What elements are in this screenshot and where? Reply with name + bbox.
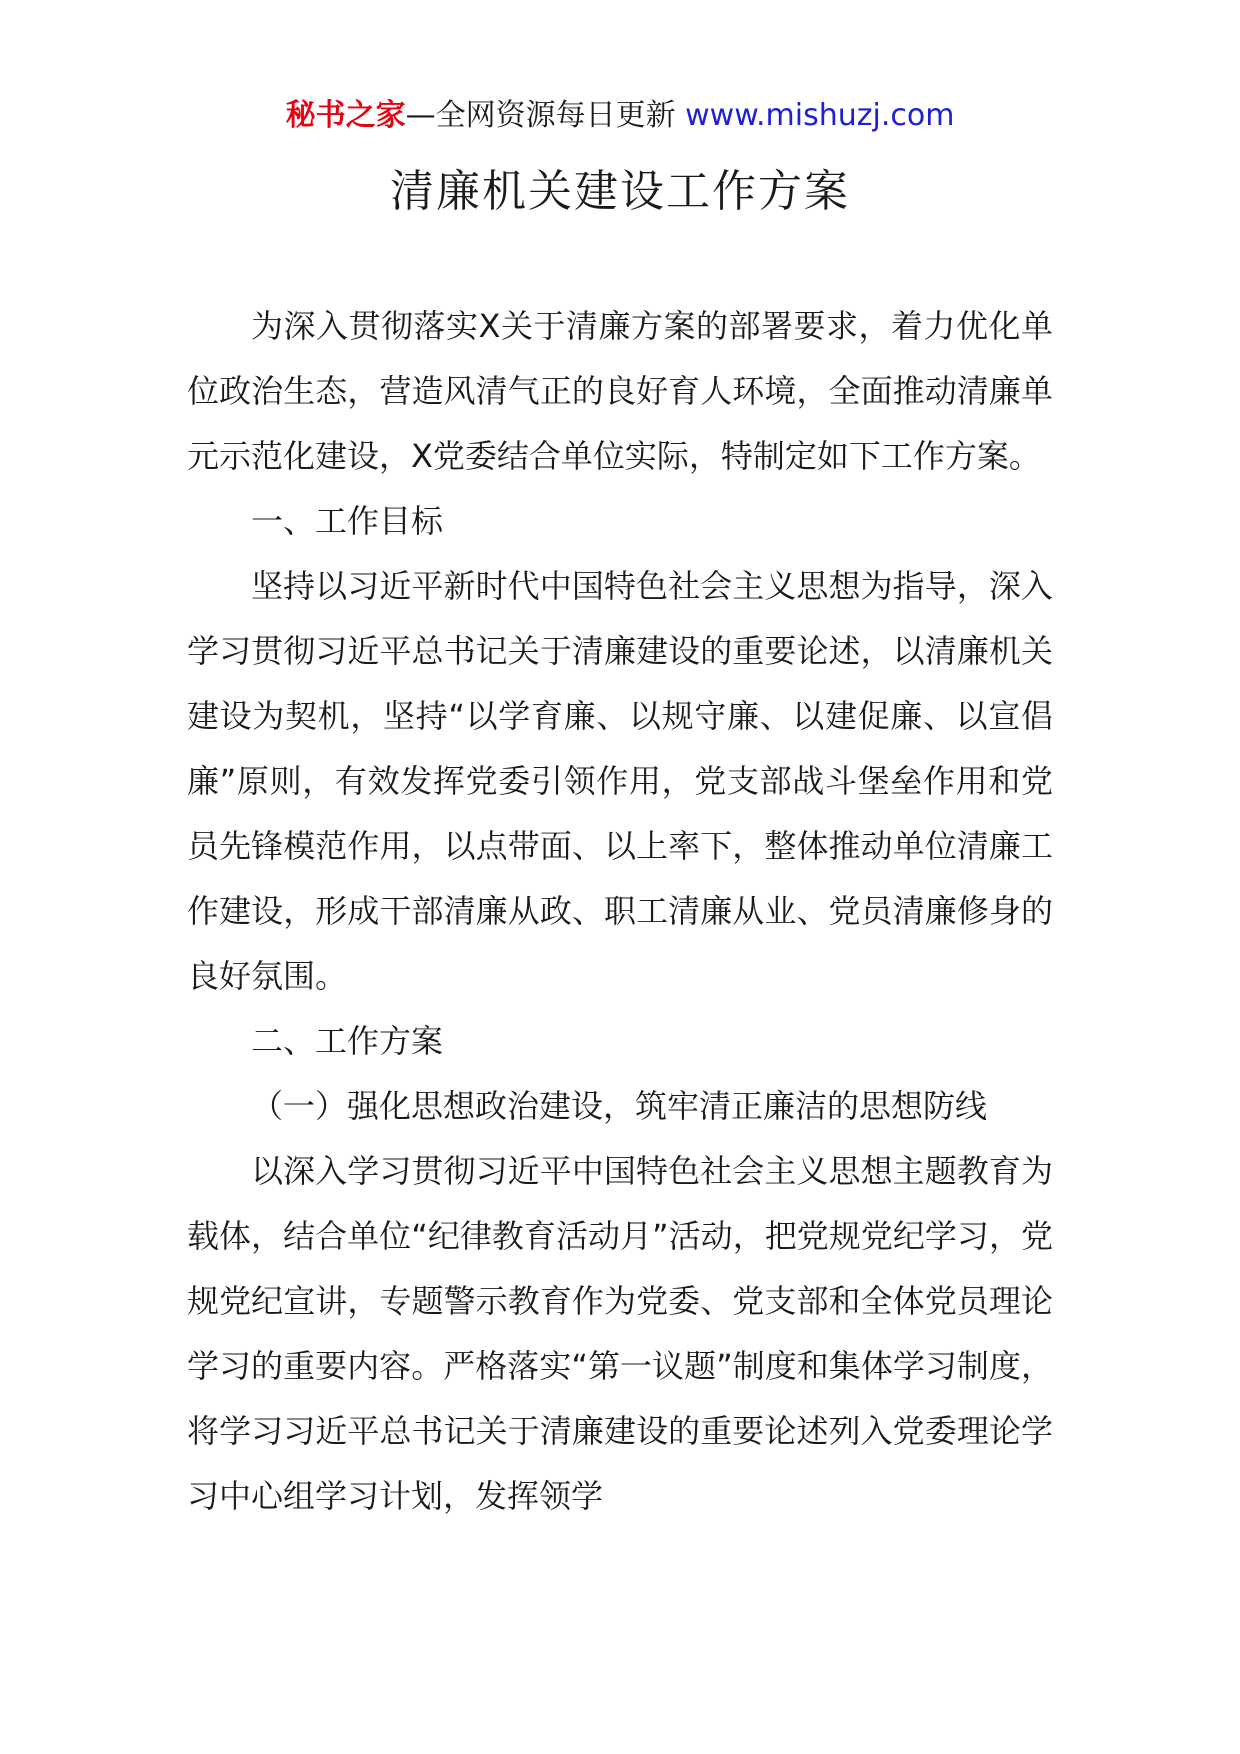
section-heading-goals: 一、工作目标 (251, 502, 444, 540)
subsection-heading-ideology: （一）强化思想政治建设，筑牢清正廉洁的思想防线 (251, 1087, 988, 1125)
site-banner (0, 96, 1240, 136)
site-brand: 秘书之家 (285, 98, 406, 133)
document-title: 清廉机关建设工作方案 (390, 166, 850, 217)
intro-paragraph: 为深入贯彻落实X关于清廉方案的部署要求，着力优化单位政治生态，营造风清气正的良好育人环境，全面推动清廉单元示范化建设，X党委结合单位实际，特制定如下工作方案。 (187, 307, 1053, 475)
section-heading-plan: 二、工作方案 (251, 1022, 444, 1060)
goals-paragraph: 坚持以习近平新时代中国特色社会主义思想为指导，深入学习贯彻习近平总书记关于清廉建设的重要论述，以清廉机关建设为契机，坚持“以学育廉、以规守廉、以建促廉、以宣倡廉”原则，有效发挥党委引领作用，党支部战斗堡垒作用和党员先锋模范作用，以点带面、以上率下，整体推动单位清廉工作建设，形成干部清廉从政、职工清廉从业、党员清廉修身的良好氛围。 (187, 567, 1053, 995)
site-tagline: —全网资源每日更新 (405, 98, 686, 133)
ideology-paragraph: 以深入学习贯彻习近平中国特色社会主义思想主题教育为载体，结合单位“纪律教育活动月”活动，把党规党纪学习，党规党纪宣讲，专题警示教育作为党委、党支部和全体党员理论学习的重要内容。严格落实“第一议题”制度和集体学习制度，将学习习近平总书记关于清廉建设的重要论述列入党委理论学习中心组学习计划，发挥领学 (187, 1152, 1053, 1515)
site-url-link[interactable]: www.mishuzj.com (685, 98, 955, 133)
document-body (187, 294, 1053, 1529)
